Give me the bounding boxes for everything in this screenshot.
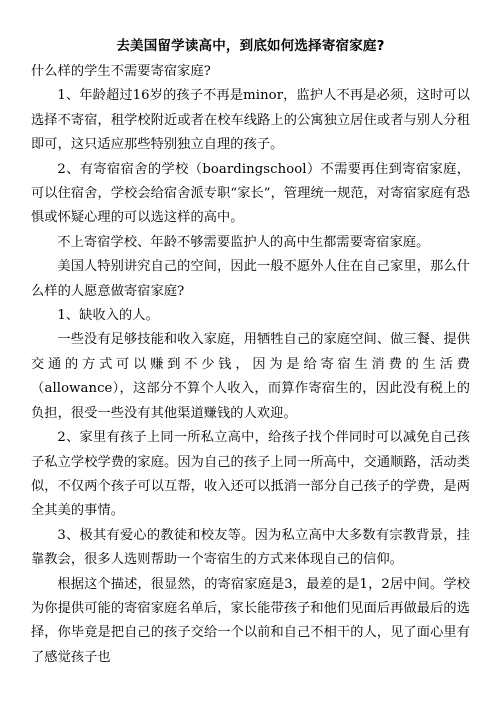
paragraph: 3、极其有爱心的教徒和校友等。因为私立高中大多数有宗教背景，挂靠教会，很多人选则帮助一个寄宿生的方式来体现自己的信仰。 <box>31 527 470 568</box>
paragraph: 美国人特别讲究自己的空间，因此一般不愿外人住在自己家里，那么什么样的人愿意做寄宿家庭? <box>31 259 470 299</box>
paragraph: 2、有寄宿宿舍的学校（boardingschool）不需要再住到寄宿家庭，可以住宿舍，学校会给宿舍派专职“家长”，管理统一规范，对寄宿家庭有恐惧或怀疑心理的可以选这样的高中。 <box>31 161 470 226</box>
paragraph: 1、缺收入的人。 <box>57 308 159 324</box>
paragraph: 2、家里有孩子上同一所私立高中，给孩子找个伴同时可以减免自己孩子私立学校学费的家庭。因为自己的孩子上同一所高中，交通顺路，活动类似，不仅两个孩子可以互帮，收入还可以抵消一部分自己孩子的学费，是两全其美的事情。 <box>31 430 470 519</box>
paragraph: 什么样的学生不需要寄宿家庭? <box>31 64 211 79</box>
paragraph: 1、年龄超过16岁的孩子不再是minor，监护人不再是必须，这时可以选择不寄宿，租学校附近或者在校车线路上的公寓独立居住或者与别人分租即可，这只适应那些特别独立自理的孩子。 <box>31 88 470 153</box>
paragraph: 一些没有足够技能和收入家庭，用牺牲自己的家庭空间、做三餐、提供交通的方式可以赚到不少钱，因为是给寄宿生消费的生活费（allowance），这部分不算个人收入，而算作寄宿生的，因此没有税上的负担，很受一些没有其他渠道赚钱的人欢迎。 <box>31 332 470 421</box>
paragraph: 不上寄宿学校、年龄不够需要监护人的高中生都需要寄宿家庭。 <box>57 234 430 250</box>
document-title: 去美国留学读高中，到底如何选择寄宿家庭? <box>116 38 385 54</box>
paragraph: 根据这个描述，很显然，的寄宿家庭是3，最差的是1，2居中间。学校为你提供可能的寄宿家庭名单后，家长能带孩子和他们见面后再做最后的选择，你毕竟是把自己的孩子交给一个以前和自己不相干的人，见了面心里有了感觉孩子也 <box>31 576 470 665</box>
document-body <box>31 60 470 670</box>
